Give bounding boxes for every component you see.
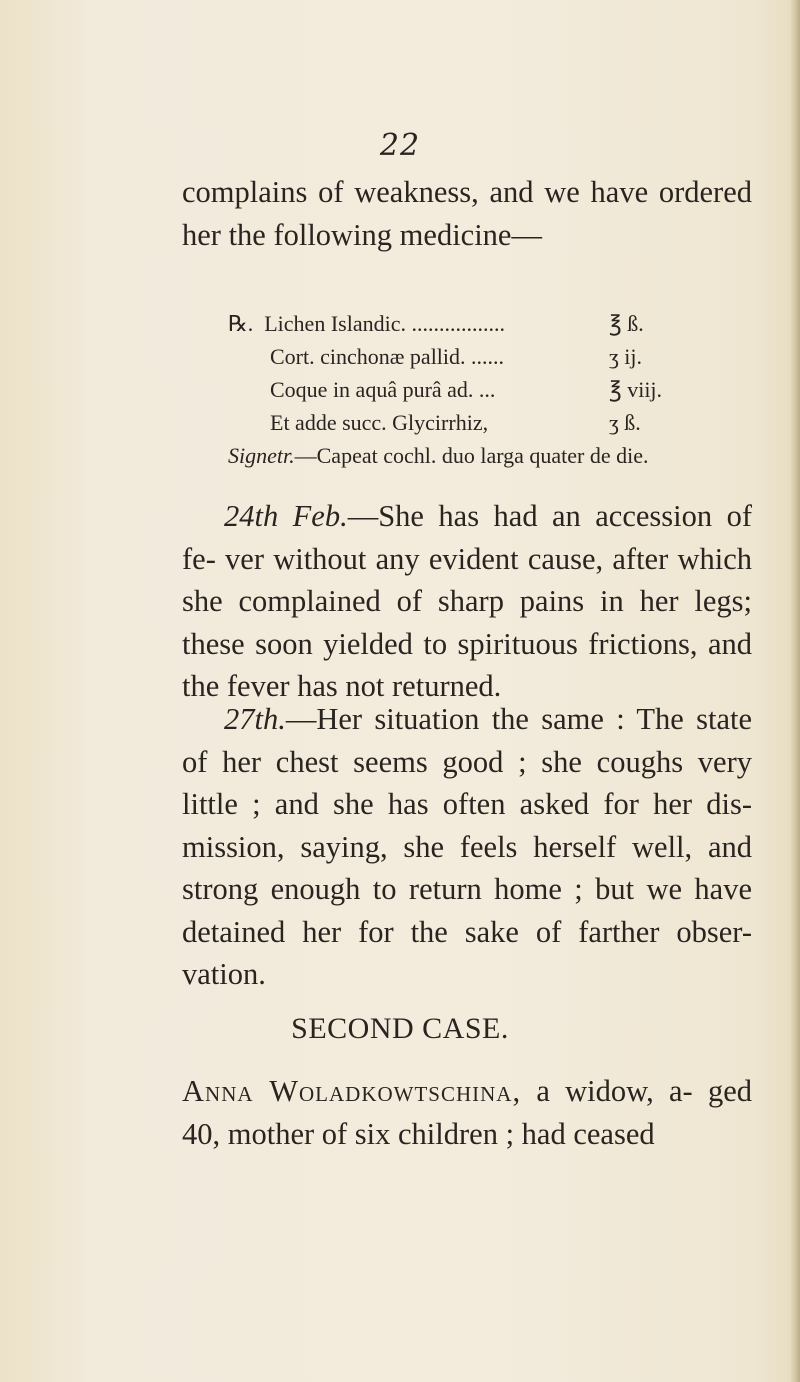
prescription-line: [228, 307, 748, 340]
entry-text: —She has had an accession of fe- ver without any evident cause, after which she complained of sharp pains in her legs; these soon yielded to spirituous frictions, and the fever has not returned.: [182, 499, 752, 703]
signetur-label: Signetr.: [228, 443, 295, 468]
prescription-dose: ʒ ij.: [609, 344, 642, 369]
prescription-dose: ℥ viij.: [609, 377, 663, 402]
prescription-ingredient: Coque in aquâ purâ ad. ...: [270, 377, 496, 402]
section-heading: SECOND CASE.: [291, 1012, 509, 1045]
intro-paragraph: complains of weakness, and we have ordered her the following medicine—: [182, 175, 752, 252]
entry-date: 27th.: [224, 702, 286, 736]
page-edge: [790, 0, 800, 1382]
case-paragraph: [182, 1070, 752, 1155]
prescription-ingredient: ℞. Lichen Islandic. .................: [228, 311, 505, 336]
page-number: 22: [379, 128, 421, 163]
prescription-line: [228, 373, 748, 406]
prescription-ingredient: Et adde succ. Glycirrhiz,: [270, 410, 489, 435]
rx-symbol: ℞.: [228, 311, 254, 336]
entry-date: 24th Feb.: [224, 499, 348, 533]
entry-paragraph: [182, 698, 752, 996]
signetur-text: —Capeat cochl. duo larga quater de die.: [294, 443, 649, 468]
entry-paragraph: [182, 495, 752, 708]
prescription: [228, 307, 748, 468]
entry-text: —Her situation the same : The state of her chest seems good ; she coughs very little ; and she has often asked for her dis- mission, saying, she feels herself well, and strong enough to return home ; but we have detained her for the sake of farther obser- vation.: [182, 702, 752, 991]
prescription-signetur: [228, 439, 649, 472]
prescription-line: [228, 406, 748, 439]
prescription-dose: ℥ ß.: [609, 311, 644, 336]
prescription-line: [228, 340, 748, 373]
patient-name: Anna Woladkowtschina,: [182, 1074, 522, 1108]
case-text: a widow, a- ged 40, mother of six children ; had ceased: [182, 1074, 752, 1151]
prescription-ingredient: Cort. cinchonæ pallid. ......: [270, 344, 505, 369]
prescription-dose: ʒ ß.: [609, 410, 641, 435]
